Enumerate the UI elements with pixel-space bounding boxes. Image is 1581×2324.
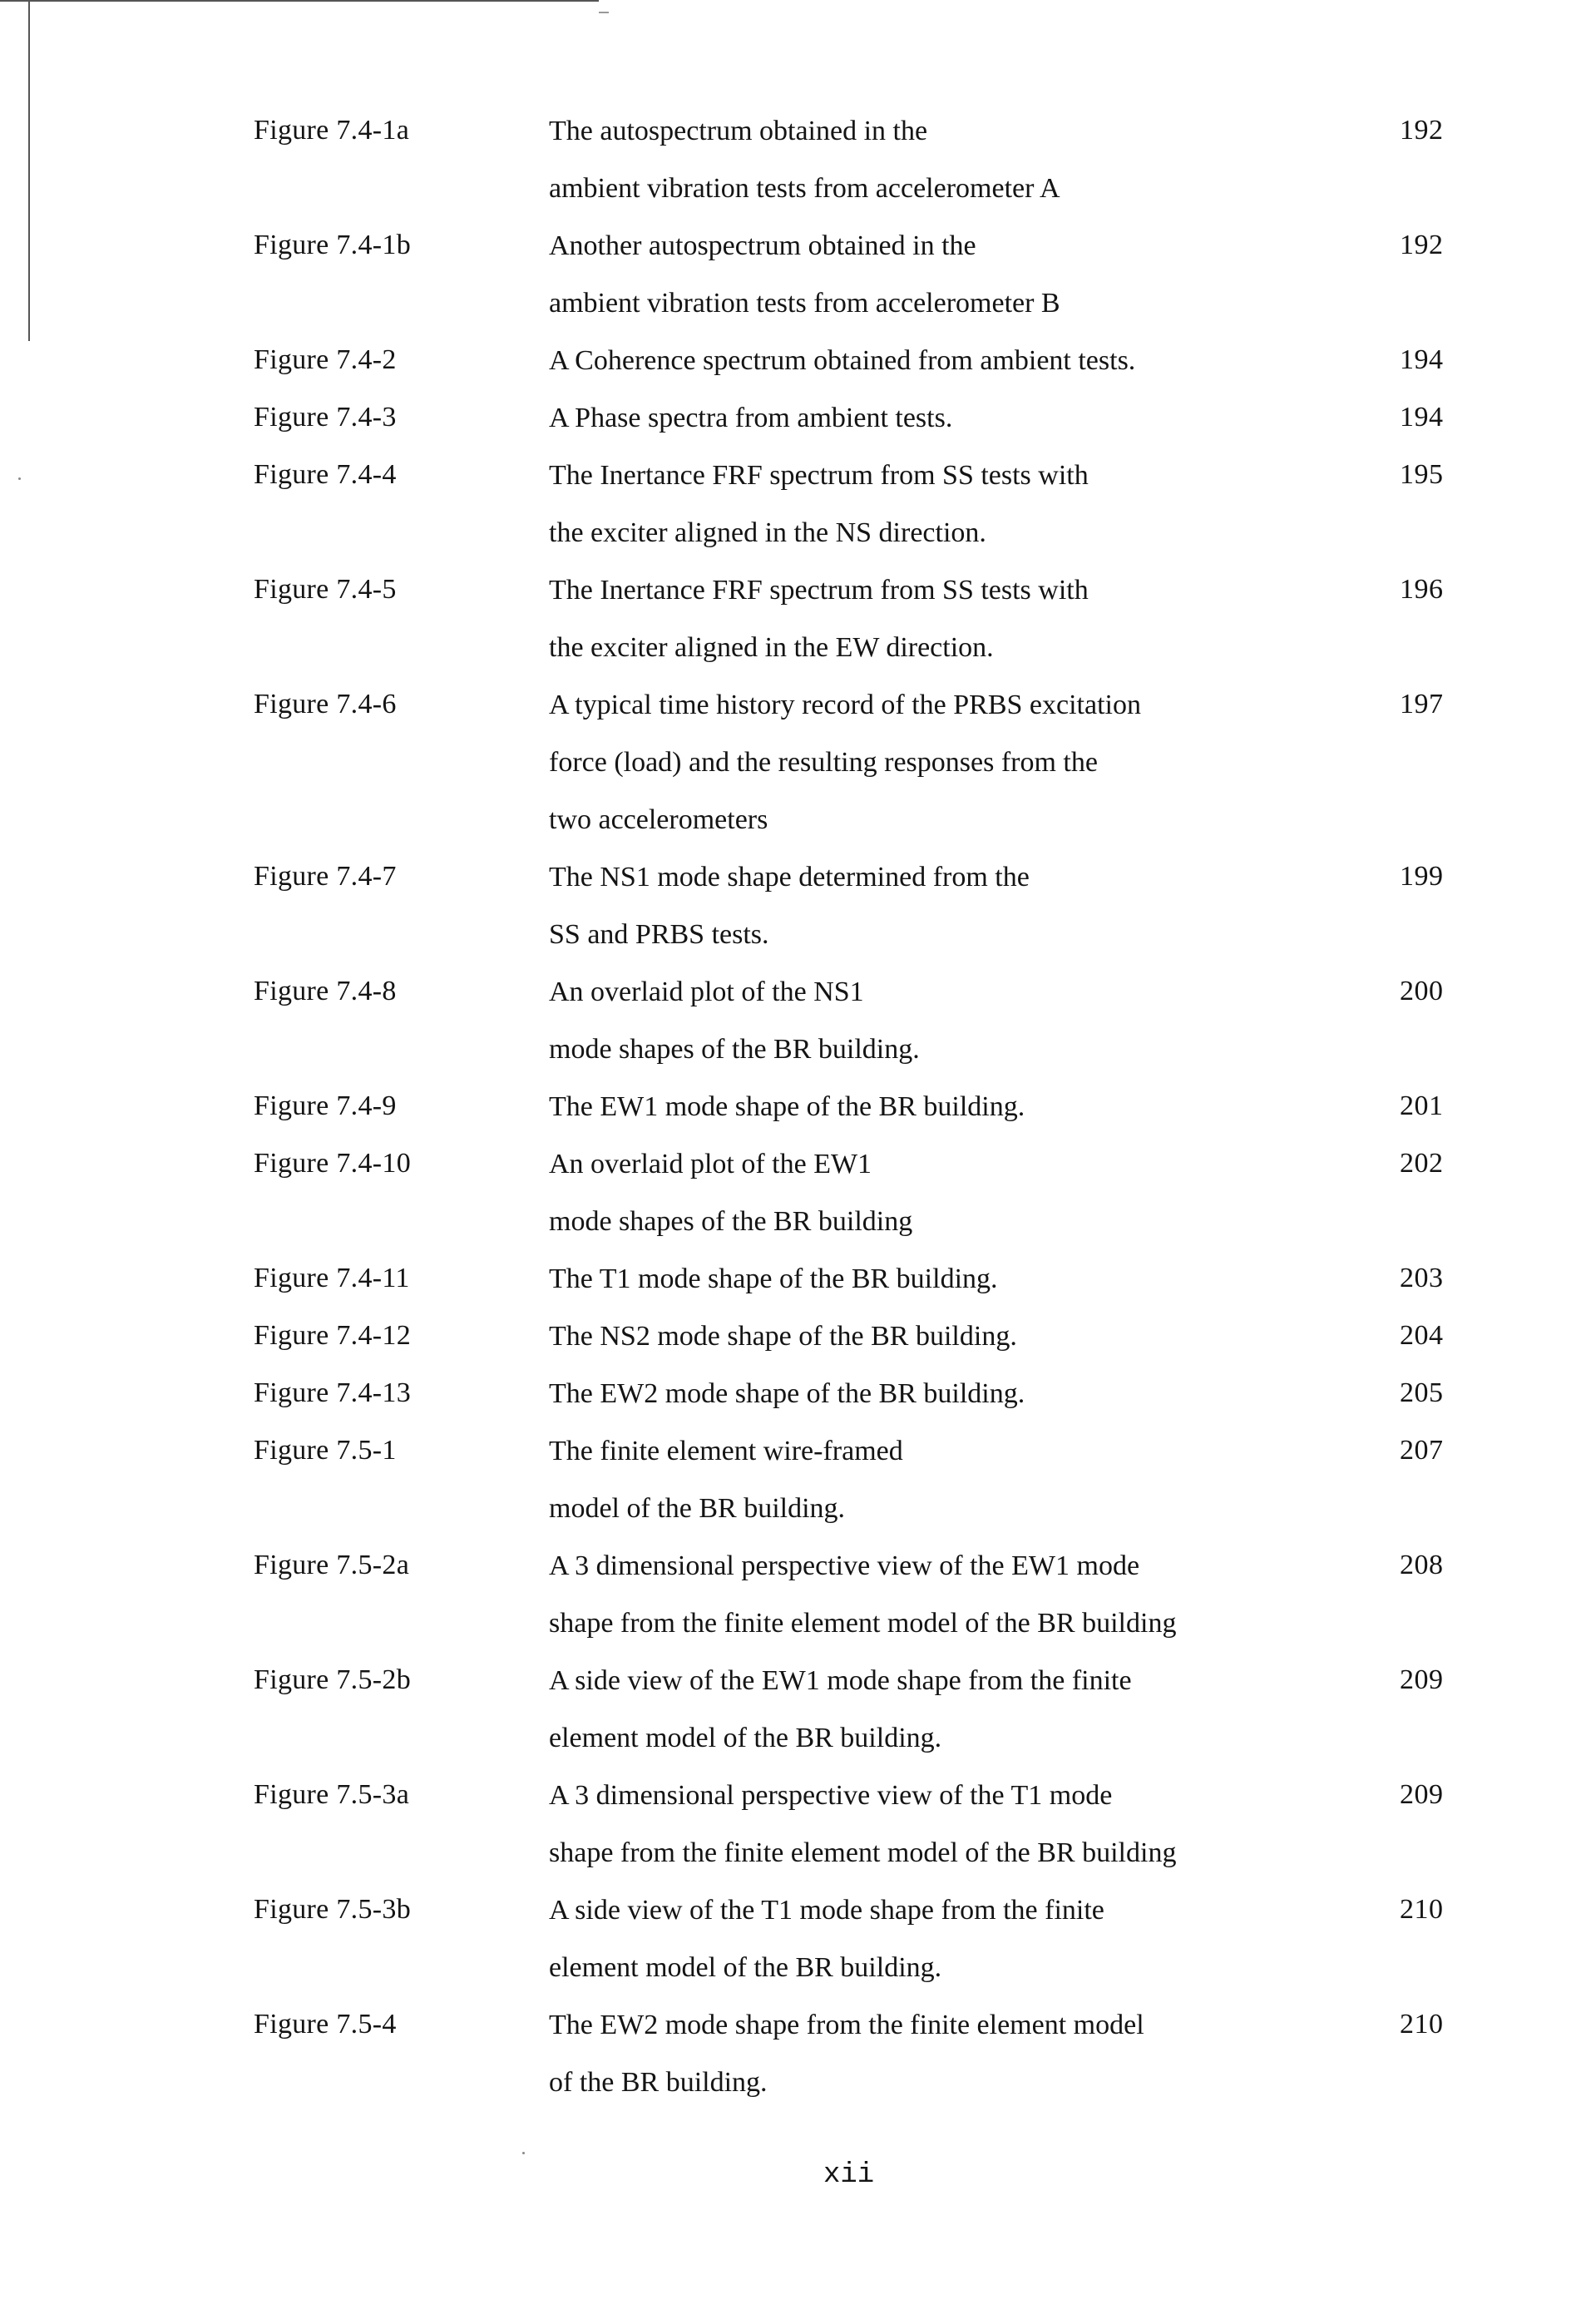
- page-reference: 192: [1400, 230, 1444, 260]
- page-reference: 194: [1400, 402, 1444, 433]
- figure-label: Figure 7.5-4: [254, 2009, 397, 2040]
- figure-label: Figure 7.4-3: [254, 402, 397, 433]
- scan-speck: [18, 477, 21, 480]
- figure-caption: [549, 861, 1339, 976]
- caption-line: The Inertance FRF spectrum from SS tests with: [549, 575, 1089, 606]
- figure-label: Figure 7.5-2b: [254, 1664, 411, 1695]
- page-reference: 203: [1400, 1263, 1444, 1293]
- figure-caption: [549, 689, 1339, 861]
- figure-caption: [549, 1320, 1339, 1377]
- figure-label: Figure 7.5-3b: [254, 1894, 411, 1925]
- caption-line: A Phase spectra from ambient tests.: [549, 403, 953, 433]
- page-reference: 200: [1400, 976, 1444, 1006]
- caption-line: Another autospectrum obtained in the: [549, 230, 976, 261]
- page-reference: 210: [1400, 1894, 1444, 1925]
- figure-caption: [549, 344, 1339, 402]
- page-reference: 197: [1400, 689, 1444, 719]
- caption-line: A Coherence spectrum obtained from ambient tests.: [549, 345, 1136, 376]
- page-reference: 207: [1400, 1435, 1444, 1466]
- page-number-folio: xii: [823, 2159, 875, 2191]
- figure-caption: [549, 574, 1339, 689]
- page-reference: 205: [1400, 1377, 1444, 1408]
- figure-caption: [549, 1664, 1339, 1779]
- figure-caption: [549, 1779, 1339, 1894]
- caption-line: The NS2 mode shape of the BR building.: [549, 1321, 1017, 1352]
- page-reference: 201: [1400, 1090, 1444, 1121]
- caption-line: An overlaid plot of the EW1: [549, 1149, 872, 1179]
- caption-line: The Inertance FRF spectrum from SS tests with: [549, 460, 1089, 491]
- figure-label: Figure 7.4-2: [254, 344, 397, 375]
- figure-label: Figure 7.4-4: [254, 459, 397, 490]
- caption-line: element model of the BR building.: [549, 1952, 942, 1983]
- scan-border-top: [0, 0, 599, 2]
- figure-caption: [549, 459, 1339, 574]
- caption-line: shape from the finite element model of the BR building: [549, 1837, 1177, 1868]
- caption-line: The EW2 mode shape from the finite element model: [549, 2010, 1144, 2040]
- figure-label: Figure 7.4-1b: [254, 230, 411, 260]
- caption-line: The finite element wire-framed: [549, 1436, 903, 1466]
- figure-label: Figure 7.4-6: [254, 689, 397, 719]
- figure-caption: [549, 402, 1339, 459]
- figure-caption: [549, 1550, 1339, 1664]
- caption-line: shape from the finite element model of the BR building: [549, 1608, 1177, 1639]
- figure-caption: [549, 115, 1339, 230]
- page-reference: 209: [1400, 1779, 1444, 1810]
- figure-label: Figure 7.4-8: [254, 976, 397, 1006]
- caption-line: ambient vibration tests from accelerometer A: [549, 173, 1060, 204]
- caption-line: two accelerometers: [549, 804, 768, 835]
- caption-line: mode shapes of the BR building.: [549, 1034, 920, 1065]
- figure-caption: [549, 1148, 1339, 1263]
- figure-caption: [549, 1435, 1339, 1550]
- figure-label: Figure 7.4-10: [254, 1148, 411, 1179]
- figure-label: Figure 7.4-11: [254, 1263, 410, 1293]
- caption-line: An overlaid plot of the NS1: [549, 977, 864, 1007]
- caption-line: mode shapes of the BR building: [549, 1206, 913, 1237]
- caption-line: the exciter aligned in the EW direction.: [549, 632, 994, 663]
- page-reference: 202: [1400, 1148, 1444, 1179]
- page-reference: 199: [1400, 861, 1444, 892]
- caption-line: The T1 mode shape of the BR building.: [549, 1263, 998, 1294]
- figure-label: Figure 7.4-1a: [254, 115, 410, 146]
- caption-line: The NS1 mode shape determined from the: [549, 862, 1030, 893]
- caption-line: the exciter aligned in the NS direction.: [549, 517, 986, 548]
- page-reference: 204: [1400, 1320, 1444, 1351]
- figure-caption: [549, 1894, 1339, 2009]
- figure-caption: [549, 2009, 1339, 2124]
- figure-label: Figure 7.4-7: [254, 861, 397, 892]
- figure-caption: [549, 1377, 1339, 1435]
- figure-label: Figure 7.5-3a: [254, 1779, 410, 1810]
- caption-line: of the BR building.: [549, 2067, 768, 2098]
- caption-line: A typical time history record of the PRBS excitation: [549, 690, 1141, 720]
- figure-caption: [549, 976, 1339, 1090]
- page-reference: 196: [1400, 574, 1444, 605]
- figure-label: Figure 7.4-13: [254, 1377, 411, 1408]
- scan-speck: [522, 2152, 525, 2154]
- page-reference: 194: [1400, 344, 1444, 375]
- figure-caption: [549, 1263, 1339, 1320]
- figure-label: Figure 7.5-1: [254, 1435, 397, 1466]
- caption-line: force (load) and the resulting responses from the: [549, 747, 1098, 778]
- figure-label: Figure 7.5-2a: [254, 1550, 410, 1580]
- caption-line: ambient vibration tests from accelerometer B: [549, 288, 1060, 319]
- figure-label: Figure 7.4-5: [254, 574, 397, 605]
- scan-border-left: [28, 0, 30, 341]
- caption-line: element model of the BR building.: [549, 1723, 942, 1753]
- caption-line: A side view of the EW1 mode shape from the finite: [549, 1665, 1132, 1696]
- caption-line: The autospectrum obtained in the: [549, 116, 928, 146]
- page-reference: 195: [1400, 459, 1444, 490]
- caption-line: The EW2 mode shape of the BR building.: [549, 1378, 1025, 1409]
- scan-border-tick: [599, 12, 609, 13]
- caption-line: The EW1 mode shape of the BR building.: [549, 1091, 1025, 1122]
- caption-line: model of the BR building.: [549, 1493, 846, 1524]
- page-reference: 210: [1400, 2009, 1444, 2040]
- page-reference: 192: [1400, 115, 1444, 146]
- page-reference: 209: [1400, 1664, 1444, 1695]
- caption-line: SS and PRBS tests.: [549, 919, 769, 950]
- figure-caption: [549, 230, 1339, 344]
- page-reference: 208: [1400, 1550, 1444, 1580]
- figure-caption: [549, 1090, 1339, 1148]
- figure-label: Figure 7.4-9: [254, 1090, 397, 1121]
- caption-line: A 3 dimensional perspective view of the EW1 mode: [549, 1550, 1140, 1581]
- figure-label: Figure 7.4-12: [254, 1320, 411, 1351]
- caption-line: A 3 dimensional perspective view of the T1 mode: [549, 1780, 1113, 1811]
- caption-line: A side view of the T1 mode shape from the finite: [549, 1895, 1104, 1926]
